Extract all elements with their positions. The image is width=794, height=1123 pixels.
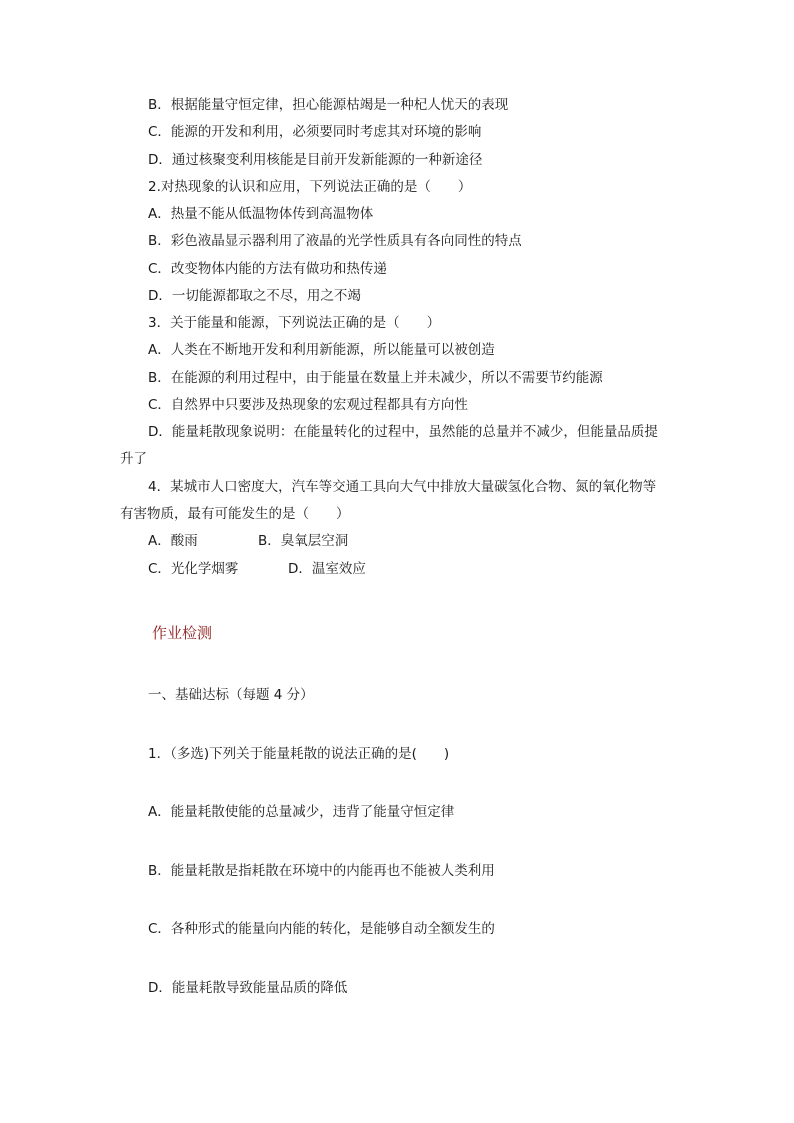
q1-option-d: D．通过核聚变利用核能是目前开发新能源的一种新途径 xyxy=(148,152,483,168)
section-title: 一、基础达标（每题 4 分） xyxy=(148,687,314,703)
q1-option-c: C．能源的开发和利用，必须要同时考虑其对环境的影响 xyxy=(148,124,482,140)
q3-stem: 3．关于能量和能源，下列说法正确的是（ ） xyxy=(148,315,441,331)
q4-options-row1: A．酸雨 B．臭氧层空洞 xyxy=(148,533,349,549)
homework-heading: 作业检测 xyxy=(152,624,213,642)
q3-option-a: A．人类在不断地开发和利用新能源，所以能量可以被创造 xyxy=(148,342,495,358)
hw-q1-option-b: B．能量耗散是指耗散在环境中的内能再也不能被人类利用 xyxy=(148,863,495,879)
q2-option-d: D．一切能源都取之不尽，用之不竭 xyxy=(148,288,361,304)
hw-q1-stem: 1．（多选)下列关于能量耗散的说法正确的是( ) xyxy=(148,746,450,762)
q4-option-a: A．酸雨 xyxy=(148,533,198,549)
q2-option-c: C．改变物体内能的方法有做功和热传递 xyxy=(148,261,387,277)
hw-q1-option-d: D．能量耗散导致能量品质的降低 xyxy=(148,980,348,996)
q1-option-b: B．根据能量守恒定律，担心能源枯竭是一种杞人忧天的表现 xyxy=(148,97,509,113)
q3-option-c: C．自然界中只要涉及热现象的宏观过程都具有方向性 xyxy=(148,397,468,413)
q4-options-row2: C．光化学烟雾 D．温室效应 xyxy=(148,561,366,577)
q3-option-b: B．在能源的利用过程中，由于能量在数量上并未减少，所以不需要节约能源 xyxy=(148,370,603,386)
q2-stem: 2.对热现象的认识和应用，下列说法正确的是（ ） xyxy=(148,179,472,195)
q2-option-a: A．热量不能从低温物体传到高温物体 xyxy=(148,206,374,222)
q4-stem-line2: 有害物质，最有可能发生的是（ ） xyxy=(120,506,350,522)
q2-option-b: B．彩色液晶显示器利用了液晶的光学性质具有各向同性的特点 xyxy=(148,233,522,249)
q4-option-c: C．光化学烟雾 xyxy=(148,561,239,577)
hw-q1-option-c: C．各种形式的能量向内能的转化，是能够自动全额发生的 xyxy=(148,921,495,937)
q3-option-d-continued: 升了 xyxy=(120,451,147,467)
hw-q1-option-a: A．能量耗散使能的总量减少，违背了能量守恒定律 xyxy=(148,804,455,820)
q3-option-d: D．能量耗散现象说明：在能量转化的过程中，虽然能的总量并不减少，但能量品质提 xyxy=(148,424,658,440)
q4-stem-line1: 4．某城市人口密度大，汽车等交通工具向大气中排放大量碳氢化合物、氮的氧化物等 xyxy=(148,479,657,495)
